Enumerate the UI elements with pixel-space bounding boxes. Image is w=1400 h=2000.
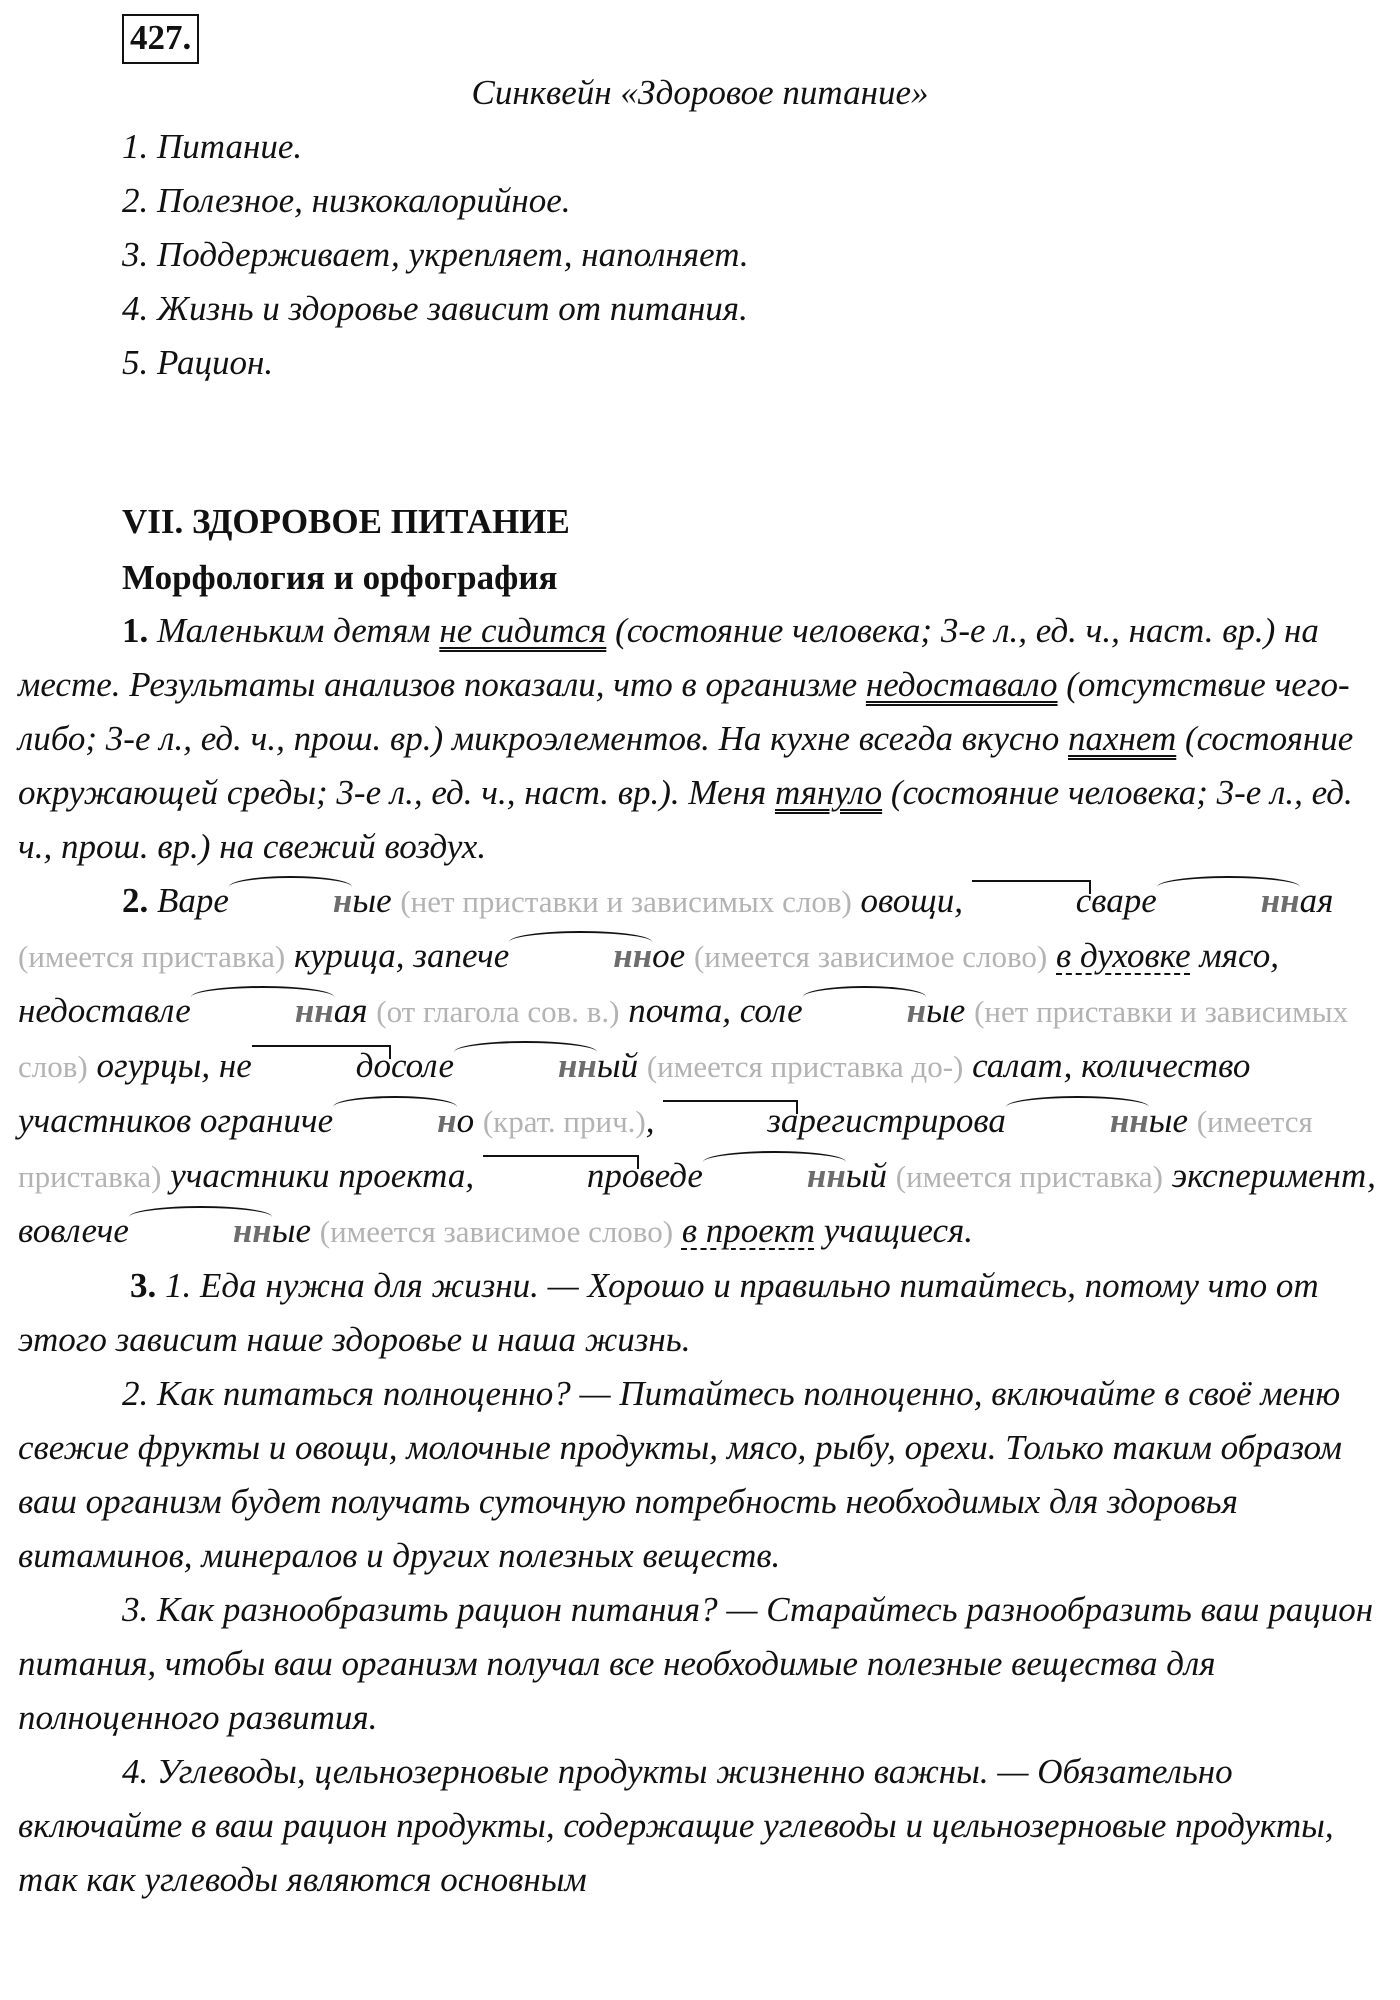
grammar-note: (имеется приставка до-): [646, 1049, 964, 1084]
suffix-mark: нн: [1157, 874, 1300, 928]
text-run: ая: [1299, 881, 1334, 920]
text-run: ая: [333, 991, 377, 1030]
text-run: (состояние человека; 3-е л., ед. ч., наст. вр.) на месте. Результаты анализов показали, что в организме: [18, 611, 1319, 704]
suffix-mark: н: [333, 1094, 456, 1148]
task-number-box: 427.: [122, 14, 199, 64]
text-run: мясо, недоставле: [18, 936, 1279, 1030]
exercise-paragraph: [18, 1367, 1380, 1583]
text-run: ые: [926, 991, 975, 1030]
exercise-paragraph: [18, 1583, 1380, 1745]
suffix-mark: нн: [454, 1039, 597, 1093]
text-run: 1. Еда нужна для жизни. — Хорошо и правильно питайтесь, потому что от этого зависит наше здоровье и наша жизнь.: [18, 1266, 1319, 1359]
text-run: почта, соле: [619, 991, 803, 1030]
text-run: ое: [652, 936, 694, 975]
grammar-note: (имеется приставка): [895, 1159, 1163, 1194]
suffix-mark: н: [803, 984, 926, 1038]
text-run: ,: [645, 1101, 664, 1140]
cinquain-line: 3. Поддерживает, укрепляет, наполняет.: [122, 235, 749, 274]
text-run: 3. Как разнообразить рацион питания? — Старайтесь разнообразить ваш рацион питания, чтобы ваш организм получал все необходимые полезные вещества для полноценного развития.: [18, 1590, 1374, 1737]
exercise-number: 3.: [130, 1266, 157, 1305]
grammar-note: (от глагола сов. в.): [376, 994, 620, 1029]
suffix-mark: нн: [509, 929, 652, 983]
text-run: эксперимент, вовлече: [18, 1156, 1376, 1250]
cinquain-line: 2. Полезное, низкокалорийное.: [122, 181, 571, 220]
text-run: курица, запече: [285, 936, 510, 975]
prefix-mark: за: [663, 1094, 798, 1148]
text-run: ый: [845, 1156, 896, 1195]
exercise-paragraph: [18, 1745, 1380, 1907]
grammar-note: (нет приставки и зависимых слов): [400, 884, 852, 919]
grammar-note: (нет приставки и зависимых слов): [18, 994, 1349, 1084]
text-run: 2. Как питаться полноценно? — Питайтесь полноценно, включайте в своё меню свежие фрукты и овощи, молочные продукты, мясо, рыбу, орехи. Только таким образом ваш организм будет получать суточную потребность необходимых для здоровья витаминов, минералов и других полезных веществ.: [18, 1374, 1343, 1575]
cinquain-line: 4. Жизнь и здоровье зависит от питания.: [122, 289, 748, 328]
section-subheading: Морфология и орфография: [122, 558, 558, 597]
underlined-predicate: не сидится: [439, 611, 607, 650]
exercise-paragraph: [18, 1259, 1380, 1367]
text-run: овощи,: [851, 881, 972, 920]
section-heading: VII. ЗДОРОВОЕ ПИТАНИЕ: [122, 502, 570, 541]
grammar-note: (имеется зависимое слово): [319, 1214, 674, 1249]
text-run: ые: [1148, 1101, 1197, 1140]
prefix-mark: про: [483, 1149, 640, 1203]
exercise-number: 1.: [122, 611, 149, 650]
text-run: (отсутствие чего-либо; 3-е л., ед. ч., прош. вр.) микроэлементов. На кухне всегда вкусно: [18, 665, 1350, 758]
suffix-mark: нн: [1006, 1094, 1149, 1148]
text-run: (состояние окружающей среды; 3-е л., ед. ч., наст. вр.). Меня: [18, 719, 1354, 812]
cinquain-lines: [122, 120, 749, 390]
underlined-predicate: тянуло: [774, 773, 883, 812]
exercise-number: 2.: [122, 881, 149, 920]
cinquain-line: 1. Питание.: [122, 127, 303, 166]
grammar-note: (крат. прич.): [482, 1104, 646, 1139]
exercise-paragraph: [18, 604, 1380, 874]
prefix-mark: до: [252, 1039, 391, 1093]
cinquain-line: 5. Рацион.: [122, 343, 274, 382]
grammar-note: (имеется приставка): [18, 939, 286, 974]
suffix-mark: н: [229, 874, 352, 928]
grammar-note: (имеется зависимое слово): [693, 939, 1048, 974]
text-run: (состояние человека; 3-е л., ед. ч., прош. вр.) на свежий воздух.: [18, 773, 1353, 866]
text-run: Варе: [148, 881, 229, 920]
text-run: регистрирова: [798, 1101, 1006, 1140]
text-run: [1047, 936, 1056, 975]
suffix-mark: нн: [191, 984, 334, 1038]
text-run: ые: [271, 1211, 320, 1250]
text-run: салат, количество участников ограниче: [18, 1046, 1251, 1140]
exercise-body: [18, 604, 1380, 1907]
prefix-mark: с: [972, 874, 1092, 928]
text-run: о: [456, 1101, 483, 1140]
underlined-predicate: недоставало: [865, 665, 1058, 704]
underlined-adverbial: в проект: [681, 1211, 815, 1250]
text-run: соле: [391, 1046, 454, 1085]
text-run: участники проекта,: [161, 1156, 483, 1195]
text-run: варе: [1091, 881, 1157, 920]
underlined-adverbial: в духовке: [1056, 936, 1191, 975]
text-run: 4. Углеводы, цельнозерновые продукты жизненно важны. — Обязательно включайте в ваш рацион продукты, содержащие углеводы и цельнозерновые продукты, так как углеводы являются основным: [18, 1752, 1334, 1899]
cinquain-title-text: Синквейн «Здоровое питание»: [471, 73, 929, 112]
text-run: [673, 1211, 682, 1250]
text-run: Маленьким детям: [148, 611, 440, 650]
grammar-note: (имеется приставка): [18, 1104, 1313, 1194]
suffix-mark: нн: [703, 1149, 846, 1203]
exercise-paragraph: [18, 874, 1380, 1259]
suffix-mark: нн: [129, 1204, 272, 1258]
text-run: ые: [352, 881, 401, 920]
underlined-predicate: пахнет: [1068, 719, 1177, 758]
text-run: веде: [639, 1156, 703, 1195]
text-run: огурцы, не: [87, 1046, 252, 1085]
cinquain-title: [0, 66, 1400, 120]
text-run: ый: [596, 1046, 647, 1085]
text-run: учащиеся.: [814, 1211, 974, 1250]
